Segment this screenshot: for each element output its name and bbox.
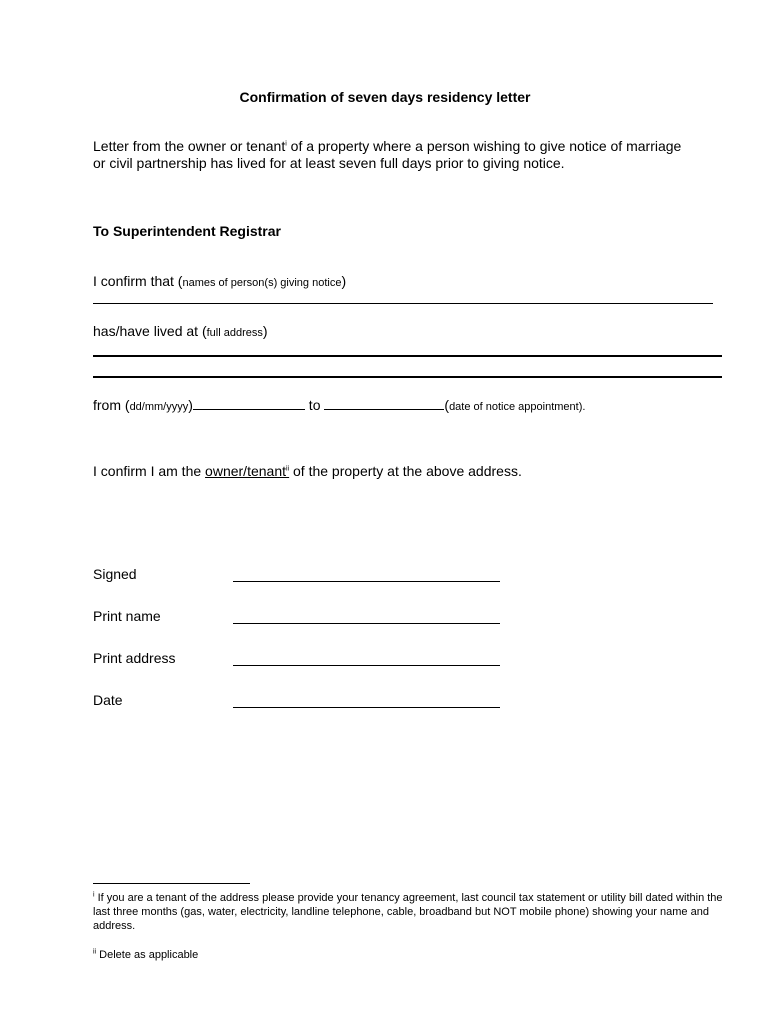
intro-text-start: Letter from the owner or tenant [93,138,286,154]
owner-text-start: I confirm I am the [93,463,206,479]
footnote-2-marker: ii [93,948,97,956]
confirm-names-label: I confirm that ( [93,273,183,289]
address-entry-line-2[interactable] [93,376,722,378]
from-date-hint: dd/mm/yyyy [129,401,189,413]
addressee-heading: To Superintendent Registrar [93,223,281,239]
to-label: to [304,397,325,413]
address-entry-line-1[interactable] [93,355,722,357]
owner-text-end: of the property at the above address. [289,463,522,479]
date-label: Date [93,692,123,708]
from-close: ) [188,397,193,413]
confirm-names-line [93,273,346,289]
footnote-ref-ii[interactable]: ii [286,465,290,473]
intro-text-end: of a property where a person wishing to give notice of marriage or civil partnership has lived for at least seven full days prior to giving notice. [93,138,682,171]
footnote-1-marker: i [93,891,95,899]
appointment-hint: date of notice appointment). [449,401,586,413]
owner-tenant-option[interactable] [205,463,289,479]
lived-at-label: has/have lived at ( [93,323,207,339]
owner-confirmation-line [93,463,522,479]
print-address-label: Print address [93,650,176,666]
signed-label: Signed [93,566,137,582]
footnote-1-text: If you are a tenant of the address please provide your tenancy agreement, last council tax statement or utility bill dated within the last three months (gas, water, electricity, landline telephone, cable, broadband but NOT mobile phone) showing your name and address. [93,892,723,932]
signed-entry-line[interactable] [233,581,500,582]
lived-at-line [93,323,268,339]
footnote-2 [93,948,733,962]
lived-at-hint: full address [206,327,263,339]
date-entry-line[interactable] [233,707,500,708]
names-entry-line[interactable] [93,303,713,304]
document-title: Confirmation of seven days residency letter [239,89,531,105]
footnote-separator [93,883,250,884]
owner-tenant-text: owner/tenant [205,463,286,479]
from-date-blank[interactable] [193,396,305,410]
footnote-2-text: Delete as applicable [96,949,199,961]
from-label: from ( [93,397,130,413]
date-range-line [93,396,585,413]
confirm-names-close: ) [341,273,347,289]
intro-paragraph [93,138,693,172]
print-name-label: Print name [93,608,161,624]
lived-at-close: ) [262,323,268,339]
confirm-names-hint: names of person(s) giving notice [182,277,342,289]
print-address-entry-line[interactable] [233,665,500,666]
appointment-open: ( [444,397,450,413]
footnote-ref-i[interactable]: i [285,140,287,148]
footnote-1 [93,891,733,933]
print-name-entry-line[interactable] [233,623,500,624]
to-date-blank[interactable] [324,396,444,410]
